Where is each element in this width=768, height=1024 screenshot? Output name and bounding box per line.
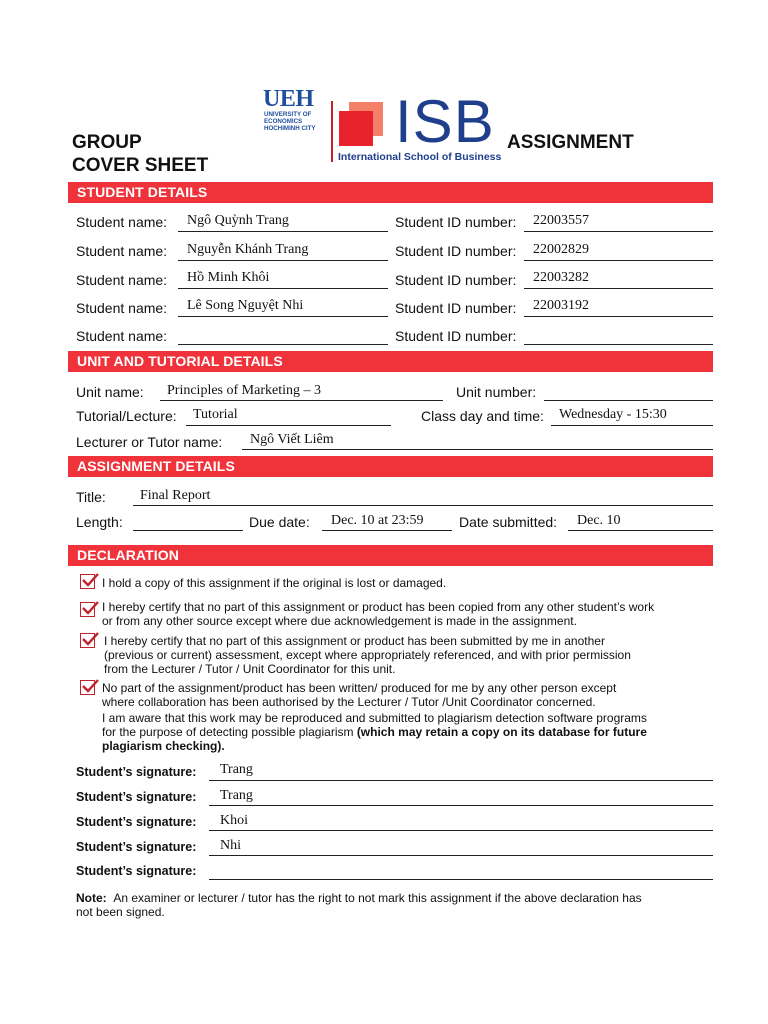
lecturer-label: Lecturer or Tutor name: [76, 434, 223, 450]
checkmark-icon [80, 570, 100, 590]
title-cover-sheet: COVER SHEET [72, 155, 209, 176]
student-name-field[interactable] [178, 260, 388, 261]
declaration-text-1 [102, 576, 446, 590]
unit-number-field[interactable] [544, 400, 713, 401]
declaration-checkbox-3[interactable] [80, 633, 95, 648]
student-name-value: Hồ Minh Khôi [187, 270, 270, 285]
section-heading: DECLARATION [77, 547, 179, 563]
note [76, 891, 642, 919]
section-student-details [68, 182, 713, 203]
student-name-value: Nguyễn Khánh Trang [187, 242, 309, 257]
ueh-logo-line2: ECONOMICS [264, 118, 303, 125]
student-id-label: Student ID number: [395, 243, 517, 259]
statement-bold: plagiarism checking). [102, 739, 225, 753]
section-heading: UNIT AND TUTORIAL DETAILS [77, 353, 283, 369]
student-id-field[interactable] [524, 316, 713, 317]
declaration-line: I hereby certify that no part of this assignment or product has been submitted by me in another [104, 634, 605, 648]
student-name-label: Student name: [76, 300, 168, 316]
declaration-text-3 [104, 634, 631, 676]
declaration-checkbox-1[interactable] [80, 574, 95, 589]
unit-name-field[interactable] [160, 400, 443, 401]
signature-label: Student’s signature: [76, 864, 197, 878]
declaration-line: I hold a copy of this assignment if the original is lost or damaged. [102, 576, 447, 590]
length-field[interactable] [133, 530, 243, 531]
student-name-field[interactable] [178, 344, 388, 345]
signature-field[interactable] [209, 830, 713, 831]
note-line: not been signed. [76, 905, 165, 919]
class-time-field[interactable] [551, 425, 713, 426]
student-name-field[interactable] [178, 288, 388, 289]
checkmark-icon [80, 676, 100, 696]
note-label: Note: [76, 891, 107, 905]
logo-divider [331, 101, 333, 162]
declaration-line: from the Lecturer / Tutor / Unit Coordinator for this unit. [104, 662, 396, 676]
student-id-field[interactable] [524, 231, 713, 232]
declaration-line: No part of the assignment/product has been written/ produced for me by any other person except [102, 681, 617, 695]
signature-value: Nhi [220, 838, 241, 853]
section-assignment-details [68, 456, 713, 477]
student-id-label: Student ID number: [395, 214, 517, 230]
signature-value: Trang [220, 788, 253, 803]
ueh-logo-line1: UNIVERSITY OF [264, 111, 312, 118]
unit-name-value: Principles of Marketing – 3 [167, 383, 321, 398]
class-time-value: Wednesday - 15:30 [559, 407, 667, 422]
declaration-line: or from any other source except where due acknowledgement is made in the assignment. [102, 614, 577, 628]
section-heading: ASSIGNMENT DETAILS [77, 458, 235, 474]
student-name-field[interactable] [178, 231, 388, 232]
statement-line: I am aware that this work may be reproduced and submitted to plagiarism detection software programs [102, 711, 647, 725]
title-label: Title: [76, 489, 106, 505]
date-submitted-label: Date submitted: [459, 514, 558, 530]
student-id-field[interactable] [524, 260, 713, 261]
student-name-value: Ngô Quỳnh Trang [187, 213, 289, 228]
signature-field[interactable] [209, 879, 713, 880]
student-name-label: Student name: [76, 214, 168, 230]
title-group: GROUP [72, 132, 142, 153]
student-id-value: 22003192 [533, 298, 589, 313]
statement-line [102, 739, 647, 753]
declaration-line: where collaboration has been authorised by the Lecturer / Tutor /Unit Coordinator concerned. [102, 695, 596, 709]
signature-label: Student’s signature: [76, 815, 197, 829]
tutorial-label: Tutorial/Lecture: [76, 408, 177, 424]
section-heading: STUDENT DETAILS [77, 184, 208, 200]
signature-field[interactable] [209, 780, 713, 781]
checkmark-icon [80, 629, 100, 649]
declaration-checkbox-2[interactable] [80, 602, 95, 617]
ueh-logo-line3: HOCHIMINH CITY [264, 125, 316, 132]
note-line [76, 891, 642, 905]
student-name-value: Lê Song Nguyệt Nhi [187, 298, 304, 313]
isb-squares-icon [339, 102, 387, 148]
checkmark-icon [80, 598, 100, 618]
section-unit-details [68, 351, 713, 372]
tutorial-field[interactable] [186, 425, 391, 426]
title-field[interactable] [133, 505, 713, 506]
ueh-logo-text: UEH [263, 86, 314, 112]
declaration-text-4 [102, 681, 616, 709]
signature-value: Khoi [220, 813, 248, 828]
student-id-label: Student ID number: [395, 300, 517, 316]
unit-name-label: Unit name: [76, 384, 144, 400]
student-name-field[interactable] [178, 316, 388, 317]
signature-field[interactable] [209, 805, 713, 806]
due-date-label: Due date: [249, 514, 310, 530]
declaration-checkbox-4[interactable] [80, 680, 95, 695]
signature-field[interactable] [209, 855, 713, 856]
student-name-label: Student name: [76, 272, 168, 288]
statement-plain: for the purpose of detecting possible plagiarism [102, 725, 357, 739]
ueh-logo [263, 88, 325, 140]
declaration-text-2 [102, 600, 654, 628]
unit-number-label: Unit number: [456, 384, 537, 400]
date-submitted-field[interactable] [568, 530, 713, 531]
signature-label: Student’s signature: [76, 765, 197, 779]
student-id-value: 22003557 [533, 213, 589, 228]
due-date-field[interactable] [322, 530, 452, 531]
declaration-line: (previous or current) assessment, except where appropriately referenced, and with prior permission [104, 648, 631, 662]
signature-label: Student’s signature: [76, 790, 197, 804]
lecturer-field[interactable] [242, 449, 713, 450]
note-text: An examiner or lecturer / tutor has the right to not mark this assignment if the above declaration has [113, 891, 642, 905]
student-name-label: Student name: [76, 328, 168, 344]
student-id-value: 22003282 [533, 270, 589, 285]
tutorial-value: Tutorial [193, 407, 238, 422]
signature-value: Trang [220, 762, 253, 777]
plagiarism-statement [102, 711, 647, 753]
length-label: Length: [76, 514, 123, 530]
lecturer-value: Ngô Viết Liêm [250, 432, 334, 447]
title-assignment: ASSIGNMENT [507, 132, 634, 153]
signature-label: Student’s signature: [76, 840, 197, 854]
section-declaration [68, 545, 713, 566]
isb-logo-subtitle: International School of Business [338, 151, 502, 163]
statement-bold: (which may retain a copy on its database for future [356, 725, 647, 739]
statement-line [102, 725, 647, 739]
title-value: Final Report [140, 488, 211, 503]
class-time-label: Class day and time: [421, 408, 544, 424]
declaration-line: I hereby certify that no part of this assignment or product has been copied from any other student’s work [102, 600, 655, 614]
student-id-field[interactable] [524, 344, 713, 345]
student-id-label: Student ID number: [395, 272, 517, 288]
student-name-label: Student name: [76, 243, 168, 259]
date-submitted-value: Dec. 10 [577, 513, 621, 528]
isb-logo-text: ISB [395, 88, 495, 155]
due-date-value: Dec. 10 at 23:59 [331, 513, 424, 528]
student-id-field[interactable] [524, 288, 713, 289]
student-id-label: Student ID number: [395, 328, 517, 344]
student-id-value: 22002829 [533, 242, 589, 257]
